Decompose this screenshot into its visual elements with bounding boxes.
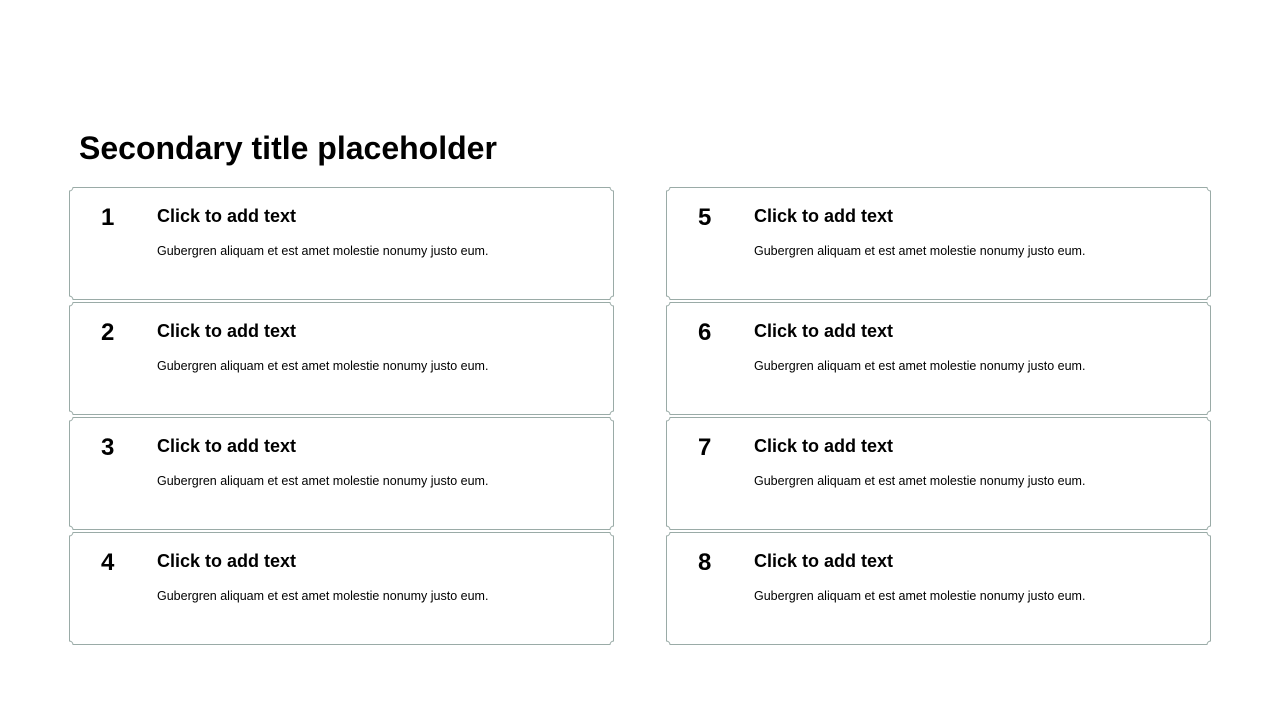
card-body-text[interactable]: Gubergren aliquam et est amet molestie nonumy justo eum.: [754, 589, 1086, 603]
list-card[interactable]: [666, 532, 1211, 645]
list-card[interactable]: [69, 417, 614, 530]
card-heading[interactable]: Click to add text: [754, 551, 894, 571]
card-heading[interactable]: Click to add text: [157, 206, 297, 226]
right-column: [666, 187, 1211, 647]
card-heading[interactable]: Click to add text: [754, 436, 894, 456]
left-column: [69, 187, 614, 647]
list-card[interactable]: [666, 302, 1211, 415]
card-heading[interactable]: Click to add text: [754, 321, 894, 341]
card-number: 4: [101, 549, 115, 576]
list-card[interactable]: [69, 532, 614, 645]
card-body-text[interactable]: Gubergren aliquam et est amet molestie nonumy justo eum.: [754, 474, 1086, 488]
card-body-text[interactable]: Gubergren aliquam et est amet molestie nonumy justo eum.: [157, 359, 489, 373]
card-number: 2: [101, 319, 115, 346]
card-number: 8: [698, 549, 712, 576]
card-heading[interactable]: Click to add text: [157, 551, 297, 571]
card-body-text[interactable]: Gubergren aliquam et est amet molestie nonumy justo eum.: [157, 244, 489, 258]
card-body-text[interactable]: Gubergren aliquam et est amet molestie nonumy justo eum.: [754, 244, 1086, 258]
card-heading[interactable]: Click to add text: [754, 206, 894, 226]
list-card[interactable]: [666, 417, 1211, 530]
slide-title[interactable]: Secondary title placeholder: [79, 130, 497, 166]
card-number: 5: [698, 204, 712, 231]
list-card[interactable]: [69, 302, 614, 415]
list-card[interactable]: [69, 187, 614, 300]
card-heading[interactable]: Click to add text: [157, 436, 297, 456]
list-card[interactable]: [666, 187, 1211, 300]
card-heading[interactable]: Click to add text: [157, 321, 297, 341]
card-number: 6: [698, 319, 712, 346]
card-number: 3: [101, 434, 115, 461]
card-body-text[interactable]: Gubergren aliquam et est amet molestie nonumy justo eum.: [157, 474, 489, 488]
card-body-text[interactable]: Gubergren aliquam et est amet molestie nonumy justo eum.: [157, 589, 489, 603]
card-number: 7: [698, 434, 712, 461]
card-number: 1: [101, 204, 115, 231]
card-body-text[interactable]: Gubergren aliquam et est amet molestie nonumy justo eum.: [754, 359, 1086, 373]
